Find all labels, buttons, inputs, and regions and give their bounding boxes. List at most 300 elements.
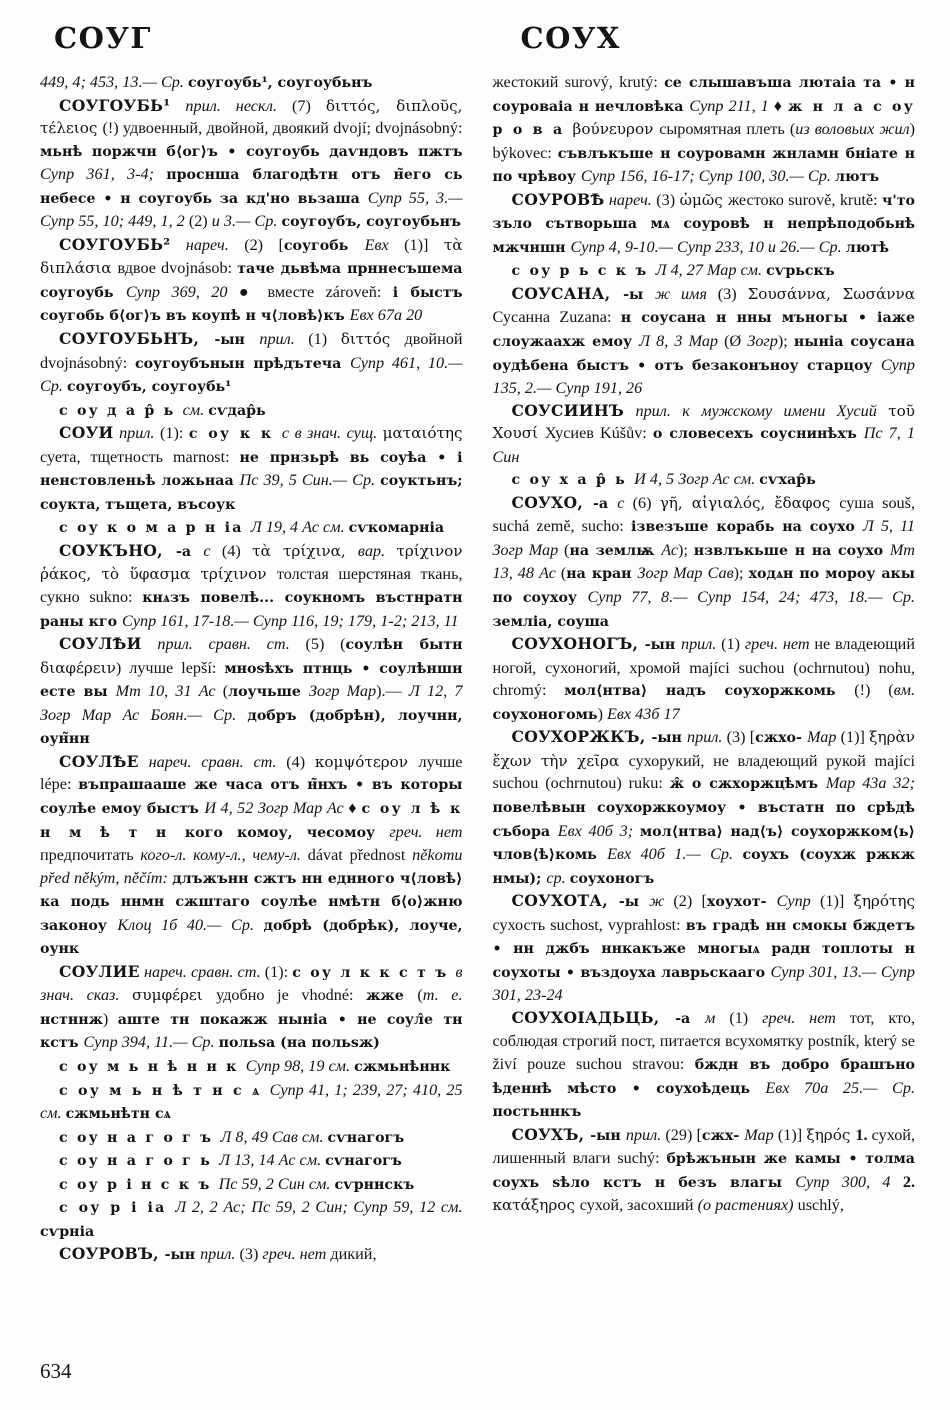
text-run-plain: (2) [188, 212, 212, 231]
text-run-slav: лоучьше [228, 684, 309, 701]
text-run-slav: брѣжънын же камы • толма соухъ ѕѣло кстъ н безъ влагы [492, 1151, 916, 1191]
xref-sumnenik [40, 1055, 463, 1079]
text-run-plain: (1) [721, 635, 745, 654]
text-run-slav: -ын [164, 1247, 201, 1264]
text-run-plain: ( [564, 540, 570, 559]
text-run-slav: н соусана н нны мъногы • іаже слоужаахж емоу [492, 310, 915, 351]
text-run-ital: Мт 13, 48 Ас [492, 540, 916, 583]
text-run-plain: ) [597, 704, 607, 723]
text-run-ital: нареч. сравн. ст. [139, 962, 265, 981]
text-run-slav: кнѧзъ повелѣ... соукномъ въстнратн раны кго [40, 590, 463, 630]
text-run-slav: -а [675, 1010, 706, 1027]
text-run-ital: Л 19, 4 Ас см. [250, 518, 349, 537]
running-head-left: СОУГ [54, 21, 152, 55]
text-run-slavsp: ж н л а с оу р о в а [492, 98, 916, 139]
text-run-plain: ( [222, 682, 229, 701]
text-run-ital: прил. сравн. ст. [141, 635, 306, 654]
entry-sugub-2 [40, 234, 463, 328]
text-run-ital: в знач. сказ. [40, 962, 463, 1005]
text-run-plain: (3) [656, 190, 680, 209]
text-run-slav: на кран [566, 566, 638, 583]
text-run-ital: с [617, 493, 633, 512]
text-run-slav: добръ (добрѣн), лоучнн, оун̃нн [40, 707, 463, 748]
text-run-slav: лютѣ [845, 239, 890, 256]
text-run-ital: вм. [893, 681, 915, 700]
text-run-greek: ξηρὰν ἔχων τὴν χεῖρα [492, 728, 916, 770]
text-run-ital: Супр 161, 17-18.— Супр 116, 19; 179, 1-2; 213, 11 [122, 611, 459, 630]
text-run-plain: не владеющий ногой, сухоногий, хромой majíci suchou (ochrnutou) nohu, chromý: [492, 635, 915, 700]
text-run-slav: соухоногъ [569, 870, 655, 887]
text-run-plain: (1)] [777, 1125, 807, 1144]
text-run-ital: И 4, 52 Зогр Мар Ас [204, 798, 349, 817]
text-run-slav: лютъ [834, 169, 880, 186]
text-run-ital: Супр 4, 9-10.— Супр 233, 10 и 26.— Ср. [570, 237, 846, 256]
text-run-plain: (1): [264, 962, 293, 981]
text-run-ital: Л 4, 27 Мар см. [655, 261, 767, 280]
text-run-slavsp: с оу к к [188, 426, 282, 443]
entry-sulije [40, 961, 463, 1055]
text-run-slav: въпрашааше же часа отъ н̃нхъ • въ которы соулѣе емоу быстъ [40, 777, 463, 817]
text-run-ital: Супр 77, 8.— Супр 154, 24; 473, 18.— Ср. [587, 588, 916, 607]
text-run-plain: (2) [ [673, 892, 707, 911]
text-run-greek: τοῦ Χουσί [492, 401, 915, 443]
text-run-slav: -а [592, 495, 618, 512]
text-run-slavsp: с оу р і іа [59, 1200, 176, 1217]
text-run-plain: ♦ [773, 96, 788, 115]
text-run-ital: из воловьих жил [795, 120, 910, 139]
entry-suh [493, 1124, 916, 1217]
text-run-ital: с [203, 541, 222, 560]
entry-suho [493, 492, 916, 633]
text-run-plain: сухой, лишенный влаги suchý: [492, 1125, 916, 1168]
text-run-slav: сѵрннскъ [334, 1176, 415, 1193]
text-run-plain: (3) [ [726, 728, 756, 747]
text-run-plain: (3) [239, 1245, 263, 1264]
text-run-ital: греч. нет [744, 635, 815, 654]
entry-suhota [493, 890, 916, 1007]
text-run-slav: добрѣ (добрѣк), лоуче, оунк [40, 917, 463, 958]
text-run-plain: толстая шерстяная ткань, сукно sukno: [40, 565, 463, 607]
text-run-head: СОУИ [59, 423, 114, 443]
text-run-slav: сѵрьскъ [766, 263, 835, 280]
text-run-slav: соугоубь¹, соугоубьнъ [187, 75, 373, 91]
text-run-plain: лучше lépe: [40, 752, 463, 794]
entry-suhoruk [493, 726, 916, 890]
text-run-slav: се слышавъша лютаіа та • н соуроваіа н нечловѣка [492, 75, 915, 115]
text-run-plain: сухой, засохший [579, 1196, 698, 1215]
text-run-slav: ж̂ о сжхоржцѣмъ [669, 776, 826, 793]
text-run-greek: διαφέρειν [40, 658, 116, 677]
text-run-plain: ( [417, 986, 423, 1005]
text-run-ital: и 3.— Ср. [211, 212, 282, 231]
text-run-ital: прил. [113, 424, 160, 443]
xref-sumneti-se [40, 1079, 463, 1126]
text-run-slav: длъжънн сжтъ нн еднного ч⟨ловѣ⟩ка подь ннмн сжштаго соулѣе нмѣтн б⟨о⟩жню законоу [40, 870, 463, 934]
text-run-ital: ж [649, 892, 674, 911]
text-run-ital: 449, 4; 453, 13.— Ср. [40, 73, 188, 91]
text-run-ital: Супр 461, 10.— Ср. [40, 353, 463, 396]
text-run-plain: ); [777, 332, 794, 351]
text-run-slav: сжх- [701, 1127, 745, 1144]
text-run-plain: (1) [729, 1008, 763, 1027]
text-run-greek: διττός [340, 330, 405, 349]
text-run-slav: мьнѣ поржчн б⟨ог⟩ъ • соугоубь даѵндовъ пжтъ [40, 143, 463, 160]
right-column [493, 71, 916, 1343]
text-run-slav: ізвезъше корабь на соухо [630, 519, 863, 536]
text-run-head: СОУГОУБЬ² [59, 234, 171, 254]
text-run-slav: аште тн покажж ныніа • не соул̂е тн кстъ [40, 1011, 463, 1052]
text-run-slav: сжмьнѣтн сѧ [65, 1106, 171, 1123]
text-run-slavsp: с оу н а г о г ь [59, 1153, 220, 1170]
entry-sui [40, 422, 463, 516]
text-run-greek: κομψότερον [314, 752, 419, 771]
text-run-ital: прил. нескл. [170, 96, 293, 115]
text-run-plain: ); [733, 564, 749, 583]
text-run-ital: м [705, 1008, 730, 1027]
text-run-slavsp: с оу к о м а р н іа [59, 520, 251, 537]
text-run-head: СОУХОНОГЪ, [511, 634, 645, 654]
text-run-slav: нзвлъкьше н на соухо [693, 542, 890, 559]
text-run-slav: -ын [651, 730, 688, 747]
text-run-slav: -ын [590, 1127, 626, 1144]
text-run-plain: dávat přednost [307, 846, 413, 865]
text-run-bold: 1. [855, 1125, 872, 1144]
text-run-ital: Л 12, 7 Зогр Мар Ас Боян.— Ср. [40, 682, 463, 724]
text-run-ital: Супр 394, 11.— Ср. [83, 1033, 219, 1052]
text-run-plain: жестоко surově, krutě: [727, 190, 883, 209]
entry-suleje [40, 751, 463, 961]
text-run-slav: постьннкъ [492, 1104, 582, 1121]
text-run-slav: соуктьнъ; соукта, тъщета, въсоук [40, 473, 463, 513]
xref-surinsk [40, 1173, 463, 1197]
text-run-slav: повелѣвын соухоржкоумоу • въстатн по срѣдѣ събора [492, 799, 915, 840]
text-run-plain: uschlý, [797, 1196, 844, 1215]
text-run-greek: ξηρός [806, 1125, 856, 1144]
text-run-plain: дикий, [330, 1245, 377, 1264]
text-run-greek: συμφέρει [132, 986, 217, 1005]
text-run-ital: Л 8, 49 Сав см. [220, 1127, 328, 1146]
text-run-ital: греч. нет [762, 1008, 850, 1027]
entry-susana [493, 283, 916, 400]
text-run-ital: прил. [687, 728, 727, 747]
text-run-plain: ♦ [348, 798, 362, 817]
text-run-slav: і быстъ соугобь б⟨ог⟩ъ въ коупѣ н ч⟨ловѣ⟩къ [40, 284, 463, 325]
text-run-ital: ср. [546, 868, 570, 887]
text-run-head: СОУХО, [511, 492, 593, 512]
text-run-ital: Евх 70а 25.— Ср. [765, 1078, 915, 1097]
text-run-slav: ныніа соусана оудѣбена быстъ • отъ безаконъноу старцоу [492, 334, 916, 374]
entry-sugubn [40, 328, 463, 399]
text-run-ital: И 4, 5 Зогр Ас см. [634, 470, 760, 489]
text-run-ital: Л 5, 11 Зогр Мар [492, 517, 915, 559]
text-run-slav: соулѣн бытн [345, 637, 463, 654]
text-run-slav: земліа, соуша [492, 613, 609, 630]
text-run-slavsp: с оу л к к с т ъ [292, 964, 456, 981]
text-run-plain: ) лучше lepší: [115, 658, 225, 677]
text-run-greek: βούνευρον [572, 120, 660, 139]
text-run-ital: нареч. [170, 235, 245, 254]
text-run-slav: сѵхар̂ь [759, 472, 816, 489]
text-run-ital: Супр 135, 2.— Супр 191, 26 [492, 355, 915, 398]
text-run-ital: Мар [806, 728, 841, 747]
text-run-slavsp: с оу л ѣ к н м ѣ т н [40, 800, 463, 841]
text-run-plain: сухость suchost, vyprahlost: [492, 915, 686, 934]
text-run-head: СОУСАНА, [511, 283, 624, 303]
text-run-head: СОУГОУБЬНЪ, [59, 329, 215, 349]
text-run-ital: прил. [680, 635, 722, 654]
text-run-slavsp: с оу х а р̂ ь [511, 472, 635, 489]
text-run-slav: кого комоу, чесомоу [184, 824, 390, 841]
text-run-ital: вар. [357, 541, 397, 560]
text-run-slav: проснша благодѣтн отъ н̃его сь небесе • н соугоубь за кд'но вьзаша [40, 167, 463, 207]
text-run-slav: сѵнагогъ [327, 1129, 405, 1146]
text-run-plain: (4) [286, 752, 315, 771]
text-run-bold: 2. [902, 1172, 916, 1191]
text-run-ital: Мар 43а 32; [825, 774, 915, 793]
text-run-head: СОУЛИЕ [59, 961, 140, 981]
text-run-ital: Супр 98, 19 см. [245, 1056, 355, 1075]
text-run-head: СОУХОТА, [511, 891, 619, 911]
text-run-head: СОУСИИНЪ [511, 400, 625, 420]
running-heads [0, 0, 950, 56]
text-run-slav: мноѕѣхъ птнць • соулѣншн есте вы [40, 660, 463, 701]
text-run-slav: хоухот- [706, 894, 777, 911]
text-run-slav: не прнзьрѣ вь соуѣа • і ненстовленьѣ ложьнаа [40, 449, 463, 490]
text-run-slav: -ын [214, 332, 260, 349]
text-run-ital: греч. нет [389, 822, 463, 841]
text-run-ital: Супр 300, 4 [795, 1172, 903, 1191]
text-run-slav: жже [366, 988, 418, 1005]
text-run-slav: сѵдар̂ь [208, 402, 266, 419]
text-run-ital: Супр 369, 20 [125, 282, 239, 301]
text-run-ital: (о растениях) [697, 1196, 798, 1215]
text-run-head: СОУЛѢИ [59, 634, 142, 654]
entry-surov-continuation [493, 71, 916, 189]
entry-susiin [493, 400, 916, 469]
text-run-plain: (5) ( [305, 635, 346, 654]
text-run-plain: (7) [292, 96, 326, 115]
text-run-ital: прил. к мужскому имени Хусий [624, 401, 889, 420]
text-run-slav: соугоубъ, соугоубь¹ [67, 379, 232, 396]
text-run-ital: греч. нет [262, 1245, 331, 1264]
text-run-slavsp: с оу м ь н ѣ т н с ѧ [59, 1082, 270, 1099]
text-run-slav: сѵрніа [40, 1223, 95, 1240]
text-run-slav: мол⟨нтва⟩ надъ соухоржкомь [564, 683, 855, 700]
text-run-plain: сыромятная плеть ( [659, 120, 796, 139]
text-run-ital: нареч. [604, 190, 657, 209]
text-run-ital: прил. [259, 330, 309, 349]
text-run-plain: (3) [717, 284, 748, 303]
text-run-head: СОУКЪНО, [59, 540, 176, 560]
xref-sursk [493, 259, 916, 283]
text-run-head: СОУХЪ, [511, 1124, 591, 1144]
text-run-ital: Супр 301, 13.— Супр 301, 23-24 [492, 962, 916, 1005]
text-run-ital: Мар [744, 1125, 778, 1144]
text-run-ital: прил. [625, 1125, 666, 1144]
text-run-ital: кого-л. кому-л., чему-л. [140, 846, 308, 865]
text-run-slav: съвлъкъше н соуровамн жнламн бніате н по чрѣвоу [492, 145, 915, 186]
text-run-plain: (1)] [404, 235, 444, 254]
text-run-slav: въ градѣ нн смокы бждетъ • нн джбъ ннкакъже многыѧ радн топлоты н соухоты • въздоуха лаврьскааго [492, 917, 915, 981]
text-run-head: СОУРОВЪ, [59, 1244, 165, 1264]
text-run-greek: ματαιότης [382, 424, 463, 443]
text-run-slavsp: с оу д а р̂ ь [59, 402, 183, 419]
text-run-plain: (!) удвоенный, двойной, двоякий dvojí; dvojnásobný: [102, 119, 463, 138]
text-run-ital: т. е. [422, 986, 463, 1005]
text-run-ital: Супр 41, 1; 239, 27; 410, 25 см. [40, 1080, 463, 1123]
xref-suhar [493, 468, 916, 492]
entry-sulei [40, 633, 463, 751]
text-run-ital: Евх 43б 17 [607, 704, 680, 723]
left-column [40, 71, 463, 1343]
text-run-plain: Хусиев Kúšův: [544, 424, 653, 443]
text-run-slav: ходѧн по мороу акы по соухоу [492, 566, 916, 607]
text-run-plain: (4) [221, 541, 253, 560]
text-run-head: СОУЛѢЕ [59, 751, 139, 771]
text-run-slav: -ын [644, 637, 681, 654]
text-run-slav: ч'то зъло сътворьша мѧ соуровѣ н непрѣподобьнѣ мжчншн [492, 192, 916, 256]
text-run-greek: τὰ διπλάσια [40, 235, 463, 278]
xref-suriya [40, 1196, 463, 1243]
text-columns [0, 56, 950, 1343]
text-run-greek: τρίχινον ῥάκος, τὸ ὕφασμα τρίχινον [40, 541, 463, 584]
text-run-ital: Пс 59, 2 Син см. [218, 1174, 335, 1193]
text-run-slav: бждн въ добро брашъно ѣденнѣ мѣсто • соухоѣдець [492, 1056, 915, 1097]
xref-sudar [40, 399, 463, 423]
text-run-ital: Супр 361, 3-4; [40, 165, 167, 184]
text-run-greek: τὰ τρίχινα, [252, 541, 358, 560]
text-run-slav: польѕа (на польѕж) [218, 1035, 380, 1052]
text-run-slav: таче дьвѣма прннесъшема соугоубь [40, 261, 463, 301]
text-run-plain: ); [678, 540, 694, 559]
text-run-plain: вдвое dvojnásob: [117, 259, 238, 278]
text-run-plain: ) [102, 1009, 118, 1028]
text-run-plain: (1)] [819, 892, 854, 911]
text-run-slav: -а [175, 543, 204, 560]
text-run-ital: Зогр Мар [308, 682, 377, 701]
text-run-slav: о словесехъ соуснинѣхъ [652, 426, 864, 443]
text-run-slav: -ы [618, 894, 650, 911]
text-run-slav: соухъ (соухж ржкж нмы); [492, 847, 915, 887]
text-run-slavsp: с оу р і н с к ъ [59, 1176, 219, 1193]
text-run-slav: соухоногомь [492, 706, 598, 723]
text-run-ital: Л 13, 14 Ас см. [219, 1151, 326, 1170]
text-run-ital: Евх [364, 235, 405, 254]
text-run-slav: сжмьнѣннк [354, 1058, 451, 1075]
text-run-plain: суша souš, suchá země, sucho: [492, 493, 915, 536]
text-run-plain: тот, кто, соблюдая строгий пост, питается всухомятку postník, který se živí pouze suchou stravou: [492, 1008, 916, 1073]
text-run-ital: см. [182, 400, 209, 419]
text-run-plain: (29) [ [665, 1125, 702, 1144]
text-run-ital: Евх 40б 3; [557, 821, 640, 840]
text-run-plain: сухорукий, не владеющий рукой majíci suchou (ochrnutou) ruku: [492, 751, 915, 793]
text-run-slav: мол⟨нтва⟩ над⟨ъ⟩ соухоржком⟨ь⟩ члов⟨ѣ⟩комь [492, 823, 915, 864]
entry-sukno [40, 540, 463, 633]
text-run-plain: жестокий surový, krutý: [492, 73, 665, 91]
text-run-ital: Клоц 1б 40.— Ср. [117, 915, 264, 934]
text-run-head: СОУХОРЖКЪ, [511, 727, 652, 747]
text-run-slav: -ы [623, 286, 655, 303]
text-run-slav: соугоубъ, соугоубьнъ [281, 214, 461, 231]
text-run-slav: сжхо- [755, 730, 807, 747]
xref-sunagog-soft [40, 1149, 463, 1173]
text-run-plain: (Ø [724, 332, 748, 351]
text-run-ital: Евх 40б 1.— Ср. [607, 845, 743, 864]
text-run-plain: (1) [308, 330, 341, 349]
text-run-greek: γῆ, αἰγιαλός, ἔδαφος [659, 493, 840, 512]
text-run-ital: Пс 39, 5 Син.— Ср. [239, 471, 381, 490]
running-head-right-half [478, 20, 916, 56]
text-run-slav: сѵкомарніа [348, 520, 445, 537]
entry-continuation-sugub [40, 71, 463, 95]
entry-surove [493, 189, 916, 260]
text-run-slav: соугобь [283, 237, 365, 254]
running-head-left-half [40, 20, 478, 56]
text-run-ital: Супр 55, 3.— Супр 55, 10; 449, 1, 2 [40, 188, 463, 231]
text-run-plain: ( [560, 564, 567, 583]
text-run-ital: с в знач. сущ. [281, 424, 383, 443]
text-run-slav: на землѭ [569, 542, 662, 559]
text-run-ital: Супр [776, 892, 820, 911]
text-run-ital: Супр 211, 1 [689, 96, 774, 115]
text-run-slav: соугоубънын прѣдътеча [134, 355, 350, 372]
text-run-ital: Пс 7, 1 Син [492, 424, 916, 466]
text-run-ital: Л 8, 3 Мар [639, 332, 725, 351]
text-run-slav: сѵнагогъ [325, 1153, 402, 1170]
text-run-ital: Мт 10, 31 Ас [115, 682, 223, 701]
text-run-ital: Зогр [747, 332, 778, 351]
text-run-ital: Супр 156, 16-17; Супр 100, 30.— Ср. [580, 167, 835, 186]
text-run-slav: нстннж [40, 1011, 103, 1028]
text-run-head: СОУХОІАДЬЦЬ, [511, 1007, 676, 1027]
text-run-plain: ).— [376, 682, 409, 701]
text-run-plain: (1): [159, 424, 189, 443]
text-run-plain: суета, тщетность marnost: [40, 447, 240, 466]
text-run-greek: κατάξηρος [492, 1196, 580, 1215]
text-run-ital: někomu před někým, něčím: [40, 846, 463, 887]
text-run-ital: Евх 67а 20 [349, 306, 423, 325]
text-run-plain: (6) [632, 493, 660, 512]
text-run-head: СОУГОУБЬ¹ [59, 95, 171, 115]
text-run-ital: нареч. сравн. ст. [138, 752, 287, 771]
text-run-ital: Ас [661, 540, 679, 559]
page-number: 634 [40, 1359, 72, 1383]
xref-sunagog-hard [40, 1126, 463, 1150]
entry-surov [40, 1243, 463, 1267]
text-run-plain: (!) ( [854, 681, 894, 700]
text-run-plain: (1)] [840, 728, 870, 747]
entry-sugub-1 [40, 95, 463, 234]
text-run-plain: предпочитать [40, 846, 141, 865]
text-run-slavsp: с оу р ь с к ъ [511, 263, 656, 280]
text-run-plain: ● вместе zároveň: [238, 282, 393, 301]
text-run-plain: удобно je vhodné: [216, 986, 367, 1005]
text-run-ital: прил. [200, 1245, 240, 1264]
text-run-head: СОУРОВѢ [511, 189, 605, 209]
text-run-slavsp: с оу м ь н ѣ н н к [59, 1058, 246, 1075]
text-run-greek: ξηρότης [853, 892, 916, 911]
entry-suhojadets [493, 1007, 916, 1124]
entry-suhonog [493, 633, 916, 726]
text-run-plain: ) býkovec: [492, 120, 915, 162]
xref-sukomariya [40, 516, 463, 540]
text-run-greek: ὠμῶς [679, 190, 728, 209]
text-run-slavsp: с оу н а г о г ъ [59, 1129, 221, 1146]
text-run-greek: διττός, διπλοῦς, τέλειος [40, 96, 463, 138]
text-run-plain: Сусанна Zuzana: [492, 308, 621, 327]
text-run-ital: Л 2, 2 Ас; Пс 59, 2 Син; Супр 59, 12 см. [175, 1198, 463, 1217]
text-run-plain: (2) [ [244, 235, 284, 254]
